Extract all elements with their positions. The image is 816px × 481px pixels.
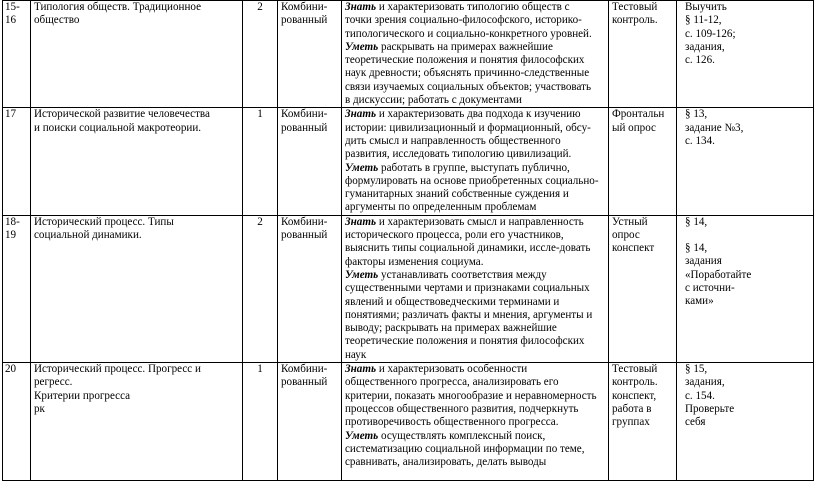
lesson-number-cell: 15- 16 bbox=[3, 1, 31, 108]
lesson-number-cell: 20 bbox=[3, 363, 31, 481]
homework-cell: § 14, § 14, задания «Поработайте с источни- ками» bbox=[677, 215, 814, 362]
lesson-type-cell: Комбини- рованный bbox=[278, 363, 342, 481]
lesson-number-cell: 17 bbox=[3, 108, 31, 215]
requirements-cell: Знать и характеризовать особенности общественного прогресса, анализировать его критерии, показать многообразие и неравномерность процессов общественного развития, подчеркнуть противоречивость общественного прогресса. Уметь осуществлять комплексный поиск, систематизацию социальной информации по теме, сравнивать, анализировать, делать выводы bbox=[342, 363, 609, 481]
lesson-type-cell: Комбини- рованный bbox=[278, 1, 342, 108]
lesson-type-cell: Комбини- рованный bbox=[278, 215, 342, 362]
table-row bbox=[3, 363, 814, 481]
topic-cell: Типология обществ. Традиционное общество bbox=[31, 1, 243, 108]
hours-cell: 2 bbox=[243, 1, 278, 108]
topic-cell: Исторический процесс. Типы социальной динамики. bbox=[31, 215, 243, 362]
hours-cell: 1 bbox=[243, 363, 278, 481]
lesson-type-cell: Комбини- рованный bbox=[278, 108, 342, 215]
topic-cell: Исторический процесс. Прогресс и регресс. Критерии прогресса рк bbox=[31, 363, 243, 481]
topic-cell: Исторической развитие человечества и поиски социальной макротеории. bbox=[31, 108, 243, 215]
control-form-cell: Тестовый контроль. конспект, работа в группах bbox=[609, 363, 677, 481]
control-form-cell: Фронтальн ый опрос bbox=[609, 108, 677, 215]
requirements-cell: Знать и характеризовать типологию обществ с точки зрения социально-философского, историко- типологического и социально-конкретного уровней. Уметь раскрывать на примерах важнейшие теоретические положения и понятия философских наук древности; объяснять причинно-следственные связи изучаемых социальных объектов; участвовать в дискуссии; работать с документами bbox=[342, 1, 609, 108]
homework-cell: Выучить § 11-12, с. 109-126; задания, с. 126. bbox=[677, 1, 814, 108]
homework-cell: § 15, задания, с. 154. Проверьте себя bbox=[677, 363, 814, 481]
table-row bbox=[3, 215, 814, 362]
hours-cell: 2 bbox=[243, 215, 278, 362]
table-row bbox=[3, 1, 814, 108]
requirements-cell: Знать и характеризовать два подхода к изучению истории: цивилизационный и формационный, обсу- дить смысл и направленность общественного развития, исследовать типологию цивилизаций. Уметь работать в группе, выступать публично, формулировать на основе приобретенных социально- гуманитарных знаний собственные суждения и аргументы по определенным проблемам bbox=[342, 108, 609, 215]
hours-cell: 1 bbox=[243, 108, 278, 215]
control-form-cell: Устный опрос конспект bbox=[609, 215, 677, 362]
lesson-number-cell: 18- 19 bbox=[3, 215, 31, 362]
lesson-plan-table bbox=[2, 0, 814, 481]
control-form-cell: Тестовый контроль. bbox=[609, 1, 677, 108]
requirements-cell: Знать и характеризовать смысл и направленность исторического процесса, роли его участников, выяснить типы социальной динамики, иссле-довать факторы изменения социума. Уметь устанавливать соответствия между существенными чертами и признаками социальных явлений и обществоведческими терминами и понятиями; различать факты и мнения, аргументы и выводу; раскрывать на примерах важнейшие теоретические положения и понятия философских наук bbox=[342, 215, 609, 362]
homework-cell: § 13, задание №3, с. 134. bbox=[677, 108, 814, 215]
table-row bbox=[3, 108, 814, 215]
